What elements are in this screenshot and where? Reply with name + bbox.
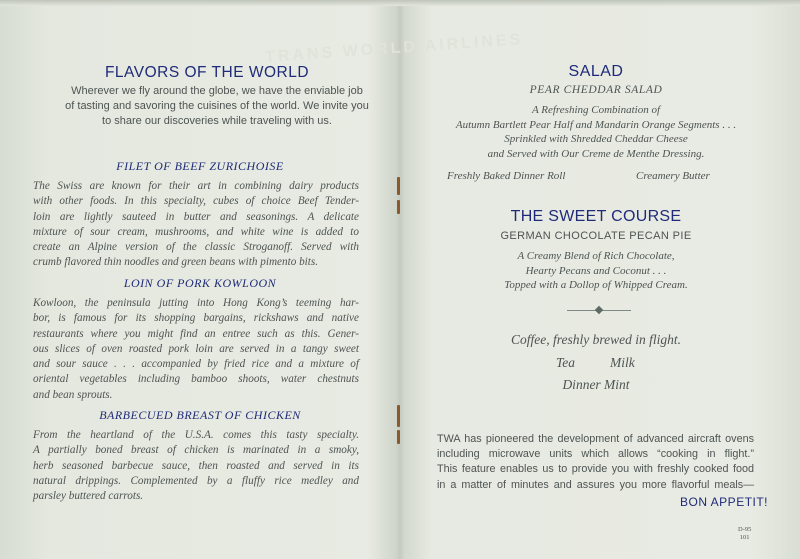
salad-line: Autumn Bartlett Pear Half and Mandarin Orange Segments . . .: [455, 118, 737, 131]
print-code-line: 101: [739, 533, 750, 541]
ornament-divider: [567, 310, 631, 311]
text-line: The Swiss are known for their art in combining dairy products: [33, 180, 359, 192]
print-code: [738, 526, 751, 541]
text-line: oriental vegetables including bamboo shoots, water chestnuts: [33, 373, 359, 386]
dish-description: [33, 428, 359, 504]
dish-title: LOIN OF PORK KOWLOON: [123, 276, 277, 290]
text-line: loin are lightly sauteed in butter and seasonings. A delicate: [33, 210, 359, 223]
text-line: restaurants where you might find an entree such as this. Gener-: [33, 327, 359, 340]
text-line: TWA has pioneered the development of advanced aircraft ovens: [437, 433, 754, 445]
dish-title: FILET OF BEEF ZURICHOISE: [116, 159, 284, 173]
text-line: herb seasoned barbecue sauce, then roasted and served in its: [33, 459, 359, 472]
text-line: with other foods. In this specialty, cubes of choice Beef Tender-: [33, 195, 359, 208]
intro-line: Wherever we fly around the globe, we have the enviable job: [71, 85, 363, 97]
text-line: bor, is famous for its shopping bargains, rickshaws and native: [33, 312, 359, 325]
print-code-line: D-95: [738, 526, 752, 533]
dinner-roll: Freshly Baked Dinner Roll: [447, 170, 566, 182]
dessert-description: [402, 249, 790, 293]
text-line: natural drippings. Complemented by a fluffy rice medley and: [33, 474, 359, 487]
text-line: Kowloon, the peninsula jutting into Hong Kong’s teeming har-: [33, 297, 359, 309]
flavors-heading: FLAVORS OF THE WORLD: [104, 64, 310, 81]
dessert-heading: THE SWEET COURSE: [510, 208, 682, 225]
text-line: parsley buttered carrots.: [33, 490, 144, 503]
dessert-line: A Creamy Blend of Rich Chocolate,: [517, 250, 675, 262]
twa-note: [437, 432, 754, 493]
bon-appetit: BON APPETIT!: [680, 495, 769, 509]
dish-title: BARBECUED BREAST OF CHICKEN: [99, 408, 301, 422]
text-line: A partially boned breast of chicken is marinated in a smoky,: [33, 444, 359, 457]
left-page: [0, 0, 398, 559]
flavors-intro: [20, 84, 414, 129]
text-line: including microwave units which allows “cooking in flight.”: [437, 448, 754, 461]
text-line: ous slices of oven roasted pork loin are served in a tangy sweet: [33, 342, 359, 355]
text-line: in a matter of minutes and assures you more flavorful meals—: [437, 478, 754, 491]
dinner-mint: Dinner Mint: [562, 377, 630, 392]
salad-name: PEAR CHEDDAR SALAD: [529, 84, 663, 96]
creamery-butter: Creamery Butter: [636, 170, 710, 182]
text-line: and sour sauce . . . accompanied by fried rice and a mixture of: [33, 358, 359, 371]
salad-line: A Refreshing Combination of: [531, 104, 661, 116]
text-line: crumb flavored thin noodles and green beans with pimento bits.: [33, 256, 319, 269]
show-through-text: TRANS WORLD AIRLINES: [264, 31, 524, 66]
intro-line: to share our discoveries while traveling with us.: [102, 115, 332, 127]
salad-line: and Served with Our Creme de Menthe Dressing.: [487, 147, 705, 160]
tea-label: Tea: [556, 355, 576, 370]
dessert-line: Hearty Pecans and Coconut . . .: [525, 264, 667, 277]
text-line: and bean sprouts.: [33, 388, 113, 401]
milk-label: Milk: [610, 355, 635, 370]
salad-description: [402, 103, 790, 161]
dessert-name: GERMAN CHOCOLATE PECAN PIE: [500, 230, 692, 242]
dessert-line: Topped with a Dollop of Whipped Cream.: [504, 279, 688, 291]
dish-description: [33, 296, 359, 403]
dish-description: [33, 179, 359, 271]
text-line: From the heartland of the U.S.A. comes this tasty specialty.: [33, 429, 359, 441]
salad-line: Sprinkled with Shredded Cheddar Cheese: [504, 133, 688, 145]
coffee-line: Coffee, freshly brewed in flight.: [511, 332, 681, 347]
salad-heading: SALAD: [568, 63, 624, 80]
intro-line: of tasting and savoring the cuisines of the world. We invite you: [65, 100, 369, 112]
text-line: mixture of sour cream, mushrooms, and white wine is added to: [33, 225, 359, 238]
text-line: This feature enables us to provide you with freshly cooked food: [437, 463, 754, 476]
text-line: create an Alpine version of the classic Stroganoff. Served with: [33, 241, 359, 254]
